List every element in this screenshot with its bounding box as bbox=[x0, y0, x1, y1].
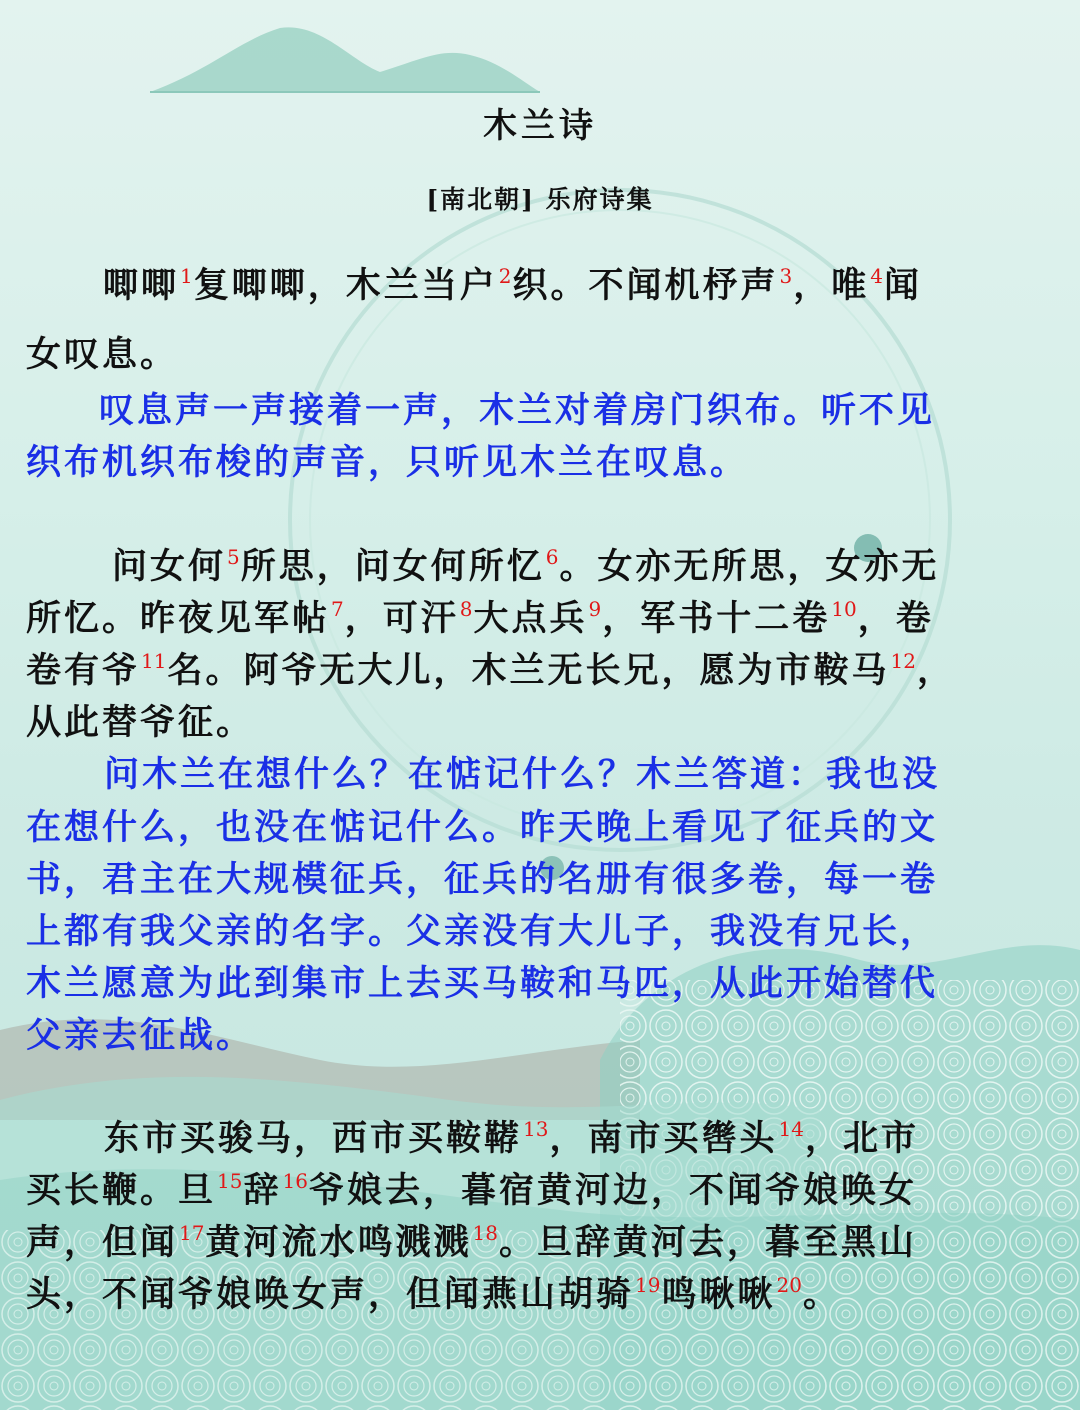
footnote-number: 4 bbox=[870, 264, 883, 288]
line-text: ，唯 bbox=[793, 265, 870, 306]
line-text: ，可汗 bbox=[344, 598, 459, 639]
line-text: 唧唧 bbox=[103, 265, 180, 306]
translation-line bbox=[26, 1015, 255, 1056]
footnote-number: 18 bbox=[472, 1221, 498, 1245]
footnote-number: 9 bbox=[588, 597, 602, 621]
footnote-number: 3 bbox=[779, 264, 793, 288]
footnote-number: 20 bbox=[776, 1273, 802, 1297]
line-text: ，卷 bbox=[857, 598, 934, 639]
poem-line bbox=[104, 1117, 919, 1159]
line-text: 问女何 bbox=[112, 546, 227, 587]
line-text: 闻 bbox=[884, 265, 923, 306]
line-text: 所思，问女何所忆 bbox=[240, 546, 545, 587]
line-text: 头，不闻爷娘唤女声，但闻燕山胡骑 bbox=[26, 1274, 635, 1315]
line-text: 织布机织布梭的声音，只听见木兰在叹息。 bbox=[26, 442, 749, 483]
poem-line bbox=[26, 1169, 917, 1211]
line-text: 。 bbox=[802, 1274, 841, 1315]
line-text: 辞 bbox=[243, 1170, 282, 1211]
poem-line bbox=[26, 1221, 917, 1263]
line-text: 名。阿爷无大儿，木兰无长兄，愿为市鞍马 bbox=[167, 650, 890, 691]
line-text: 上都有我父亲的名字。父亲没有大儿子，我没有兄长， bbox=[26, 911, 939, 952]
footnote-number: 13 bbox=[523, 1117, 549, 1141]
poem-title: 木兰诗 bbox=[483, 106, 597, 146]
line-text: 问木兰在想什么？在惦记什么？木兰答道：我也没 bbox=[104, 754, 941, 795]
line-text: 买长鞭。旦 bbox=[26, 1170, 217, 1211]
line-text: 。旦辞黄河去，暮至黑山 bbox=[498, 1222, 917, 1263]
line-text: 爷娘去，暮宿黄河边，不闻爷娘唤女 bbox=[308, 1170, 917, 1211]
footnote-number: 1 bbox=[180, 264, 193, 288]
poem-line bbox=[103, 264, 923, 306]
translation-line bbox=[26, 911, 939, 952]
footnote-number: 17 bbox=[179, 1221, 205, 1245]
footnote-number: 14 bbox=[778, 1117, 804, 1141]
line-text: ，北市 bbox=[804, 1118, 919, 1159]
line-text: 东市买骏马，西市买鞍鞯 bbox=[104, 1118, 523, 1159]
footnote-number: 15 bbox=[217, 1169, 243, 1193]
poem-line bbox=[26, 649, 955, 691]
line-text: 织。不闻机杼声 bbox=[512, 265, 779, 306]
poem-line bbox=[26, 702, 255, 743]
line-text: 复唧唧，木兰当户 bbox=[193, 265, 498, 306]
footnote-number: 16 bbox=[282, 1169, 308, 1193]
line-text: 大点兵 bbox=[473, 598, 588, 639]
footnote-number: 5 bbox=[227, 545, 240, 569]
line-text: 女叹息。 bbox=[26, 334, 179, 375]
line-text: 从此替爷征。 bbox=[26, 702, 255, 743]
footnote-number: 7 bbox=[331, 597, 344, 621]
translation-line bbox=[26, 442, 749, 483]
line-text: ，南市买辔头 bbox=[549, 1118, 778, 1159]
footnote-number: 6 bbox=[545, 545, 559, 569]
line-text: 父亲去征战。 bbox=[26, 1015, 255, 1056]
line-text: 声，但闻 bbox=[26, 1222, 179, 1263]
footnote-number: 8 bbox=[459, 597, 473, 621]
line-text: 鸣啾啾 bbox=[661, 1274, 776, 1315]
footnote-number: 19 bbox=[635, 1273, 661, 1297]
poem-line bbox=[26, 334, 179, 375]
line-text: 木兰愿意为此到集市上去买马鞍和马匹，从此开始替代 bbox=[26, 963, 939, 1004]
translation-line bbox=[99, 390, 936, 431]
line-text: 叹息声一声接着一声，木兰对着房门织布。听不见 bbox=[99, 390, 936, 431]
footnote-number: 11 bbox=[141, 649, 167, 673]
translation-line bbox=[26, 859, 939, 900]
line-text: 。女亦无所思，女亦无 bbox=[559, 546, 940, 587]
translation-line bbox=[26, 807, 939, 848]
poem-line bbox=[112, 545, 940, 587]
line-text: ， bbox=[916, 650, 955, 691]
line-text: 在想什么，也没在惦记什么。昨天晚上看见了征兵的文 bbox=[26, 807, 939, 848]
line-text: ，军书十二卷 bbox=[602, 598, 831, 639]
line-text: 所忆。昨夜见军帖 bbox=[26, 598, 331, 639]
footnote-number: 10 bbox=[831, 597, 857, 621]
footnote-number: 2 bbox=[498, 264, 512, 288]
poem-line bbox=[26, 597, 934, 639]
line-text: 书，君主在大规模征兵，征兵的名册有很多卷，每一卷 bbox=[26, 859, 939, 900]
line-text: 黄河流水鸣溅溅 bbox=[205, 1222, 472, 1263]
poem-author: [南北朝] 乐府诗集 bbox=[426, 185, 654, 214]
translation-line bbox=[104, 754, 941, 795]
line-text: 卷有爷 bbox=[26, 650, 141, 691]
footnote-number: 12 bbox=[890, 649, 916, 673]
translation-line bbox=[26, 963, 939, 1004]
poem-line bbox=[26, 1273, 841, 1315]
